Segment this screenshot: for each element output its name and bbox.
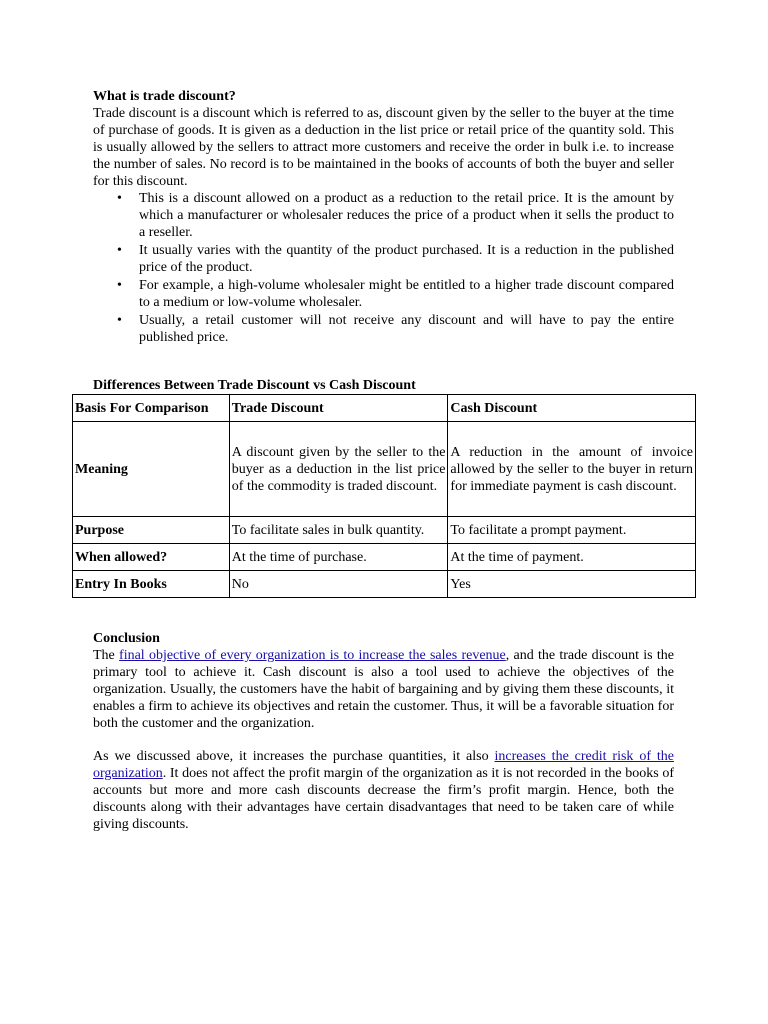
- bullet-icon: •: [117, 313, 122, 328]
- list-item-text: It usually varies with the quantity of the product purchased. It is a reduction in the published price of the product.: [139, 243, 674, 275]
- table-cell: To facilitate a prompt payment.: [448, 517, 696, 544]
- bullet-icon: •: [117, 243, 122, 258]
- table-header-cell: Trade Discount: [229, 395, 448, 422]
- table-row: [73, 422, 696, 517]
- table-header-cell: Basis For Comparison: [73, 395, 230, 422]
- comparison-table: [72, 394, 696, 598]
- table-row: [73, 517, 696, 544]
- table-row-label: Purpose: [73, 517, 230, 544]
- sales-revenue-link[interactable]: final objective of every organization is to increase the sales revenue: [119, 648, 506, 663]
- conclusion-heading: Conclusion: [93, 631, 160, 646]
- credit-risk-link[interactable]: increases the credit risk of the organization: [93, 749, 674, 781]
- conclusion-paragraph-2: [93, 748, 674, 833]
- list-item: [93, 312, 674, 346]
- list-item-text: This is a discount allowed on a product as a reduction to the retail price. It is the amount by which a manufacturer or wholesaler reduces the price of a product when it sells the product to a reseller.: [139, 191, 674, 240]
- table-cell: A discount given by the seller to the buyer as a deduction in the list price of the commodity is traded discount.: [229, 422, 448, 517]
- table-row-label: Meaning: [73, 422, 230, 517]
- list-item: [93, 242, 674, 276]
- paragraph-text: As we discussed above, it increases the purchase quantities, it also: [93, 749, 495, 764]
- table-cell: At the time of purchase.: [229, 544, 448, 571]
- table-cell: No: [229, 571, 448, 598]
- section-heading-trade-discount: What is trade discount?: [93, 89, 236, 104]
- paragraph-text: The: [93, 648, 120, 663]
- bullet-icon: •: [117, 191, 122, 206]
- bullet-icon: •: [117, 278, 122, 293]
- bullet-list: [93, 190, 674, 347]
- paragraph-text: . It does not affect the profit margin of the organization as it is not recorded in the books of accounts but more and more cash discounts decrease the firm’s profit margin. Hence, both the discounts along with their advantages have certain disadvantages that need to be taken care of while giving discounts.: [93, 766, 674, 832]
- table-cell: Yes: [448, 571, 696, 598]
- list-item: [93, 277, 674, 311]
- table-cell: At the time of payment.: [448, 544, 696, 571]
- paragraph-text: , and the trade discount is the primary tool to achieve it. Cash discount is also a tool used to achieve the objectives of the organization. Usually, the customers have the habit of bargaining and by giving them these discounts, it enables a firm to achieve its objectives and retain the customer. Thus, it will be a favorable situation for both the customer and the organization.: [93, 648, 674, 731]
- table-cell: A reduction in the amount of invoice allowed by the seller to the buyer in return for immediate payment is cash discount.: [448, 422, 696, 517]
- table-row: [73, 544, 696, 571]
- conclusion-paragraph-1: [93, 647, 674, 732]
- table-row-label: When allowed?: [73, 544, 230, 571]
- table-caption: Differences Between Trade Discount vs Cash Discount: [93, 378, 416, 393]
- intro-paragraph: Trade discount is a discount which is referred to as, discount given by the seller to the buyer at the time of purchase of goods. It is given as a deduction in the list price or retail price of the quantity sold. This is usually allowed by the sellers to attract more customers and receive the order in bulk i.e. to increase the number of sales. No record is to be maintained in the books of accounts of both the buyer and seller for this discount.: [93, 106, 674, 189]
- table-header-row: [73, 395, 696, 422]
- list-item-text: Usually, a retail customer will not receive any discount and will have to pay the entire published price.: [139, 313, 674, 345]
- table-cell: To facilitate sales in bulk quantity.: [229, 517, 448, 544]
- table-row-label: Entry In Books: [73, 571, 230, 598]
- table-row: [73, 571, 696, 598]
- list-item: [93, 190, 674, 241]
- table-header-cell: Cash Discount: [448, 395, 696, 422]
- list-item-text: For example, a high-volume wholesaler might be entitled to a higher trade discount compared to a medium or low-volume wholesaler.: [139, 278, 674, 310]
